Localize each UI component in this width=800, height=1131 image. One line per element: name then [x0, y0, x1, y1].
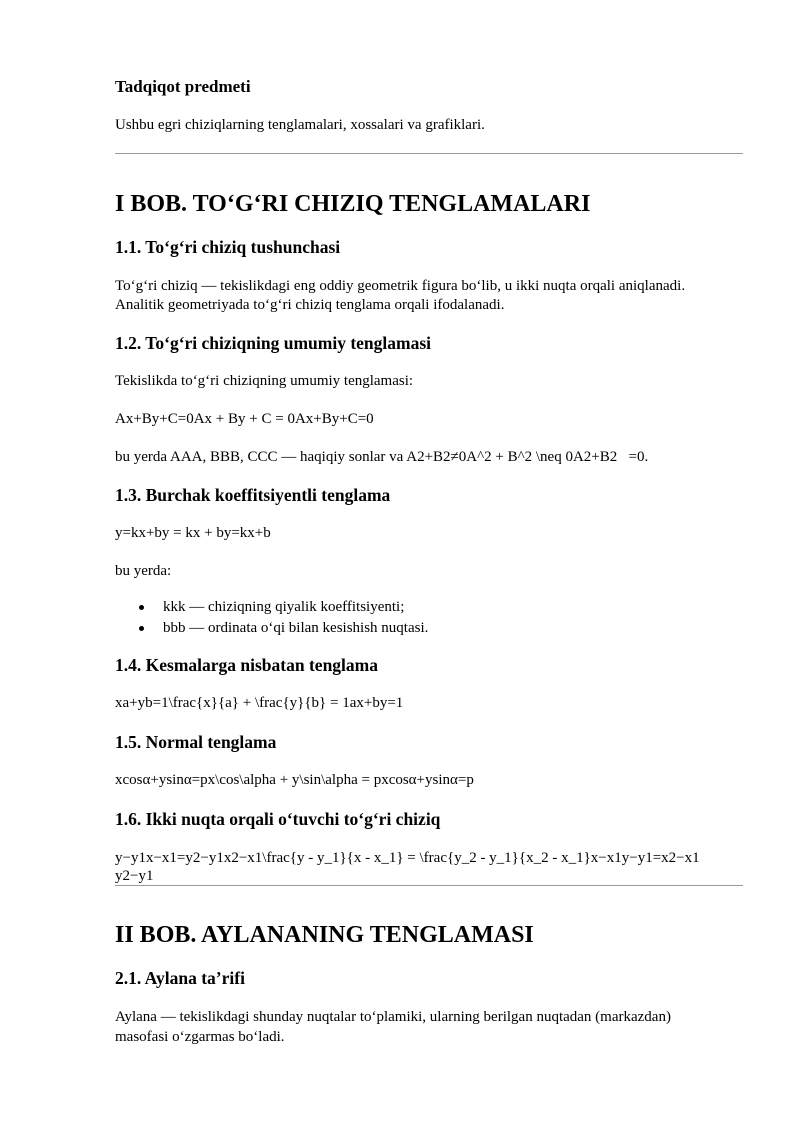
section-2-1-paragraph-line-2: masofasi o‘zgarmas bo‘ladi. — [115, 1029, 285, 1045]
section-1-2-heading: 1.2. To‘g‘ri chiziqning umumiy tenglamasi — [115, 333, 432, 353]
intro-heading: Tadqiqot predmeti — [115, 77, 251, 96]
intro-text: Ushbu egri chiziqlarning tenglamalari, xossalari va grafiklari. — [115, 117, 485, 133]
section-1-3-where: bu yerda: — [115, 563, 172, 579]
section-1-4-heading: 1.4. Kesmalarga nisbatan tenglama — [115, 655, 378, 675]
chapter-1-title: I BOB. TO‘G‘RI CHIZIQ TENGLAMALARI — [115, 191, 591, 217]
section-1-6-heading: 1.6. Ikki nuqta orqali o‘tuvchi to‘g‘ri chiziq — [115, 809, 441, 829]
horizontal-divider — [115, 885, 743, 886]
section-1-1-paragraph-line-2: Analitik geometriyada to‘g‘ri chiziq tenglama orqali ifodalanadi. — [115, 297, 505, 313]
two-point-equation-line-2: y2−y1 — [115, 868, 154, 884]
two-point-equation-line-1: y−y1x−x1=y2−y1x2−x1\frac{y - y_1}{x - x_1} = \frac{y_2 - y_1}{x_2 - x_1}x−x1y−y1=x2−x1 — [115, 850, 700, 866]
section-1-2-note: bu yerda AAA, BBB, CCC — haqiqiy sonlar va A2+B2≠0A^2 + B^2 \neq 0A2+B2 =0. — [115, 449, 649, 465]
list-item — [115, 618, 428, 639]
general-equation: Ax+By+C=0Ax + By + C = 0Ax+By+C=0 — [115, 411, 374, 427]
intercept-equation: xa+yb=1\frac{x}{a} + \frac{y}{b} = 1ax+by=1 — [115, 695, 404, 711]
section-1-1-paragraph-line-1: To‘g‘ri chiziq — tekislikdagi eng oddiy geometrik figura bo‘lib, u ikki nuqta orqali aniqlanadi. — [115, 278, 686, 294]
section-1-1-heading: 1.1. To‘g‘ri chiziq tushunchasi — [115, 237, 341, 257]
normal-equation: xcosα+ysinα=px\cos\alpha + y\sin\alpha = pxcosα+ysinα=p — [115, 772, 474, 788]
section-1-5-heading: 1.5. Normal tenglama — [115, 732, 277, 752]
horizontal-divider — [115, 153, 743, 154]
section-1-3-heading: 1.3. Burchak koeffitsiyentli tenglama — [115, 485, 391, 505]
list-item-text: bbb — ordinata o‘qi bilan kesishish nuqtasi. — [163, 620, 429, 636]
list-item — [115, 597, 428, 618]
section-1-3-bullet-list — [115, 597, 428, 639]
chapter-2-title: II BOB. AYLANANING TENGLAMASI — [115, 922, 534, 948]
bullet-icon — [139, 626, 144, 631]
section-2-1-paragraph-line-1: Aylana — tekislikdagi shunday nuqtalar to‘plamiki, ularning berilgan nuqtadan (markazdan) — [115, 1009, 671, 1025]
list-item-text: kkk — chiziqning qiyalik koeffitsiyenti; — [163, 599, 405, 615]
slope-equation: y=kx+by = kx + by=kx+b — [115, 525, 271, 541]
section-1-2-intro: Tekislikda to‘g‘ri chiziqning umumiy tenglamasi: — [115, 373, 414, 389]
bullet-icon — [139, 605, 144, 610]
section-2-1-heading: 2.1. Aylana ta’rifi — [115, 968, 245, 988]
